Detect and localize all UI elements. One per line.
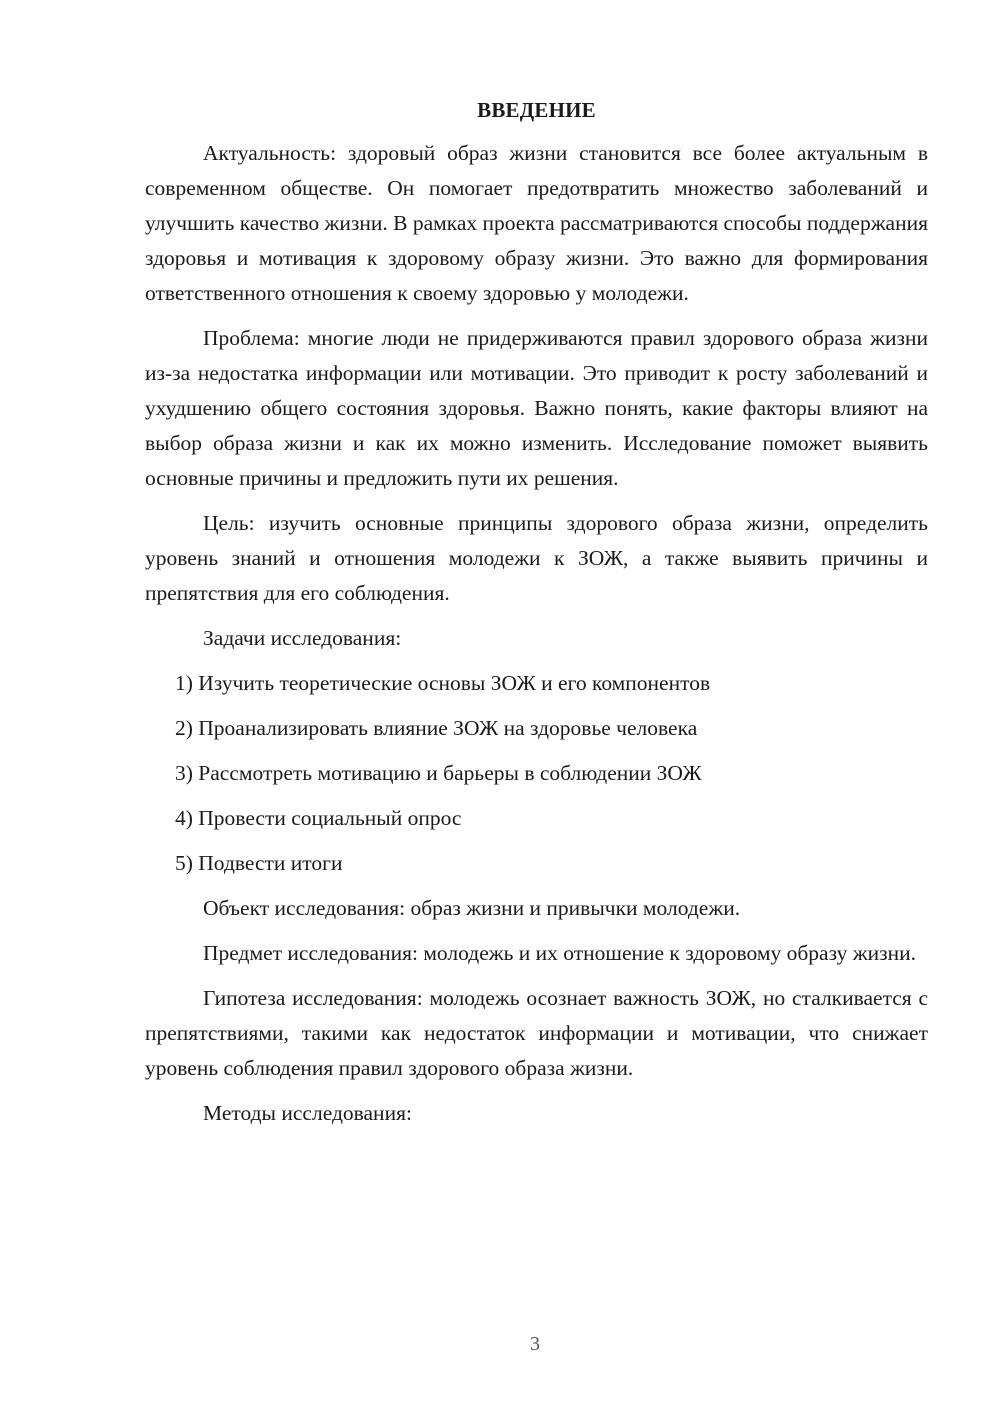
document-page	[145, 96, 928, 1141]
list-item: 2) Проанализировать влияние ЗОЖ на здоровье человека	[175, 716, 698, 740]
list-item: 5) Подвести итоги	[175, 851, 343, 875]
list-item: 1) Изучить теоретические основы ЗОЖ и его компонентов	[175, 671, 711, 695]
list-item: 3) Рассмотреть мотивацию и барьеры в соблюдении ЗОЖ	[175, 761, 702, 785]
list-item: 4) Провести социальный опрос	[175, 806, 462, 830]
task-list	[145, 666, 928, 881]
paragraph-relevance: Актуальность: здоровый образ жизни становится все более актуальным в современном обществе. Он помогает предотвратить множество заболеваний и улучшить качество жизни. В рамках проекта рассматриваются способы поддержания здоровья и мотивация к здоровому образу жизни. Это важно для формирования ответственного отношения к своему здоровью у молодежи.	[145, 141, 928, 305]
page-number: 3	[530, 1333, 540, 1355]
paragraph-problem: Проблема: многие люди не придерживаются правил здорового образа жизни из-за недостатка информации или мотивации. Это приводит к росту заболеваний и ухудшению общего состояния здоровья. Важно понять, какие факторы влияют на выбор образа жизни и как их можно изменить. Исследование поможет выявить основные причины и предложить пути их решения.	[145, 326, 928, 490]
paragraph-object: Объект исследования: образ жизни и привычки молодежи.	[203, 896, 741, 920]
paragraph-goal: Цель: изучить основные принципы здорового образа жизни, определить уровень знаний и отношения молодежи к ЗОЖ, а также выявить причины и препятствия для его соблюдения.	[145, 511, 928, 605]
paragraph-subject: Предмет исследования: молодежь и их отношение к здоровому образу жизни.	[203, 941, 917, 965]
paragraph-hypothesis: Гипотеза исследования: молодежь осознает важность ЗОЖ, но сталкивается с препятствиями, такими как недостаток информации и мотивации, что снижает уровень соблюдения правил здорового образа жизни.	[145, 986, 928, 1080]
tasks-heading: Задачи исследования:	[203, 626, 402, 650]
methods-heading: Методы исследования:	[203, 1101, 412, 1125]
page-title: ВВЕДЕНИЕ	[477, 98, 596, 122]
